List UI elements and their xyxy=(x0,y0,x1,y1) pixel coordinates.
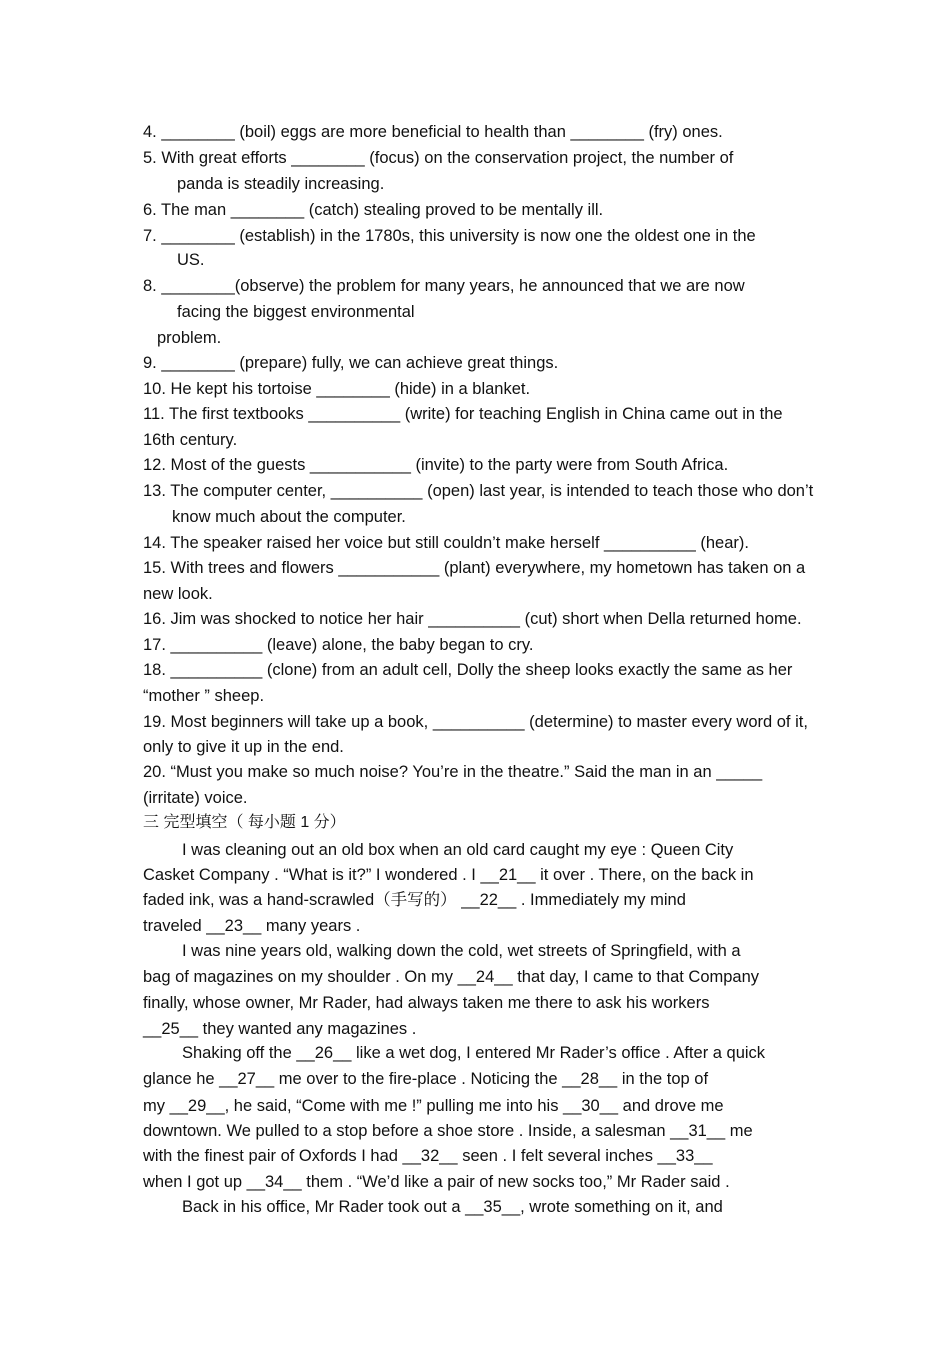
passage-line-7: finally, whose owner, Mr Rader, had always taken me there to ask his workers xyxy=(143,994,710,1012)
question-5: 5. With great efforts ________ (focus) on the conservation project, the number of xyxy=(143,149,734,167)
question-10: 10. He kept his tortoise ________ (hide) in a blanket. xyxy=(143,380,531,398)
question-19-cont: only to give it up in the end. xyxy=(143,738,344,756)
question-17: 17. __________ (leave) alone, the baby began to cry. xyxy=(143,636,534,654)
passage-line-2: Casket Company . “What is it?” I wondered . I __21__ it over . There, on the back in xyxy=(143,866,754,884)
question-12: 12. Most of the guests ___________ (invite) to the party were from South Africa. xyxy=(143,456,729,474)
question-8: 8. ________(observe) the problem for many years, he announced that we are now xyxy=(143,277,745,295)
question-11: 11. The first textbooks __________ (write) for teaching English in China came out in the xyxy=(143,405,783,423)
question-15: 15. With trees and flowers ___________ (plant) everywhere, my hometown has taken on a xyxy=(143,559,806,577)
passage-line-14: when I got up __34__ them . “We’d like a pair of new socks too,” Mr Rader said . xyxy=(143,1173,730,1191)
question-11-cont: 16th century. xyxy=(143,431,238,449)
question-13-cont: know much about the computer. xyxy=(172,508,406,526)
question-6: 6. The man ________ (catch) stealing proved to be mentally ill. xyxy=(143,201,604,219)
question-16: 16. Jim was shocked to notice her hair __________ (cut) short when Della returned home. xyxy=(143,610,802,628)
passage-line-10: glance he __27__ me over to the fire-place . Noticing the __28__ in the top of xyxy=(143,1070,709,1088)
passage-line-3: faded ink, was a hand-scrawled（手写的） __22__ . Immediately my mind xyxy=(143,891,686,909)
passage-line-8: __25__ they wanted any magazines . xyxy=(143,1020,417,1038)
question-5-cont: panda is steadily increasing. xyxy=(177,175,385,193)
question-8-cont2: problem. xyxy=(157,329,222,347)
question-9: 9. ________ (prepare) fully, we can achieve great things. xyxy=(143,354,559,372)
passage-line-6: bag of magazines on my shoulder . On my __24__ that day, I came to that Company xyxy=(143,968,760,986)
question-4: 4. ________ (boil) eggs are more beneficial to health than ________ (fry) ones. xyxy=(143,123,723,141)
question-8-cont: facing the biggest environmental xyxy=(177,303,415,321)
passage-line-15: Back in his office, Mr Rader took out a __35__, wrote something on it, and xyxy=(182,1198,723,1216)
passage-line-11: my __29__, he said, “Come with me !” pulling me into his __30__ and drove me xyxy=(143,1097,724,1115)
question-18-cont: “mother ” sheep. xyxy=(143,687,265,705)
question-14: 14. The speaker raised her voice but still couldn’t make herself __________ (hear). xyxy=(143,534,749,552)
passage-line-1: I was cleaning out an old box when an old card caught my eye : Queen City xyxy=(182,841,734,859)
question-7: 7. ________ (establish) in the 1780s, this university is now one the oldest one in the xyxy=(143,227,756,245)
passage-line-5: I was nine years old, walking down the cold, wet streets of Springfield, with a xyxy=(182,942,741,960)
question-18: 18. __________ (clone) from an adult cell, Dolly the sheep looks exactly the same as her xyxy=(143,661,793,679)
passage-line-4: traveled __23__ many years . xyxy=(143,917,361,935)
passage-line-9: Shaking off the __26__ like a wet dog, I entered Mr Rader’s office . After a quick xyxy=(182,1044,766,1062)
question-20-cont: (irritate) voice. xyxy=(143,789,248,807)
question-7-cont: US. xyxy=(177,251,205,269)
question-19: 19. Most beginners will take up a book, __________ (determine) to master every word of it, xyxy=(143,713,808,731)
passage-line-12: downtown. We pulled to a stop before a shoe store . Inside, a salesman __31__ me xyxy=(143,1122,753,1140)
section-heading: 三 完型填空（ 每小题 1 分） xyxy=(143,814,346,831)
passage-line-13: with the finest pair of Oxfords I had __32__ seen . I felt several inches __33__ xyxy=(143,1147,713,1165)
question-20: 20. “Must you make so much noise? You’re in the theatre.” Said the man in an _____ xyxy=(143,763,763,781)
question-15-cont: new look. xyxy=(143,585,213,603)
question-13: 13. The computer center, __________ (open) last year, is intended to teach those who don’t xyxy=(143,482,814,500)
